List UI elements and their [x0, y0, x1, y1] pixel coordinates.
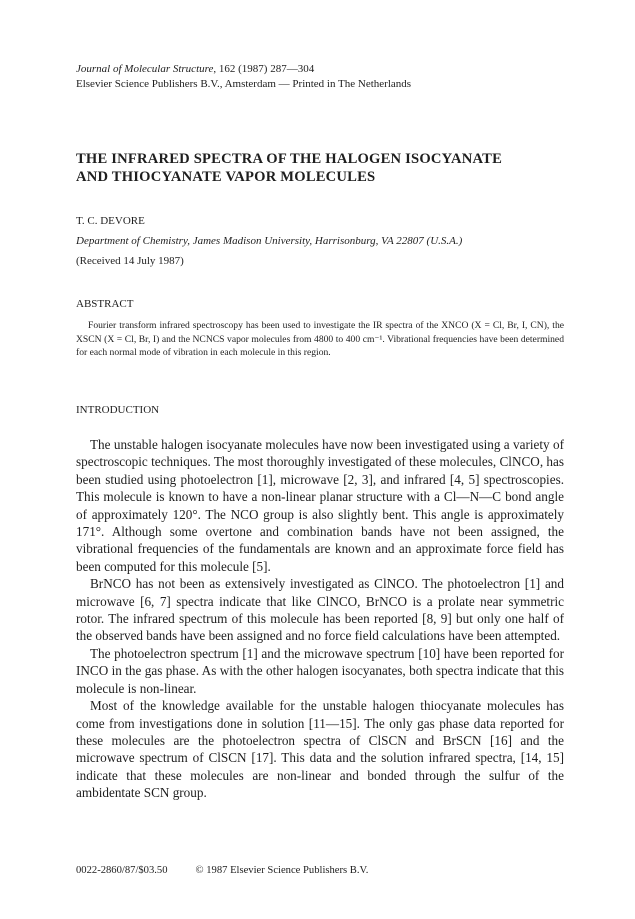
received-date: (Received 14 July 1987) [76, 255, 184, 267]
journal-header [76, 62, 564, 92]
author-affiliation: Department of Chemistry, James Madison University, Harrisonburg, VA 22807 (U.S.A.) [76, 235, 463, 247]
title-line-1: THE INFRARED SPECTRA OF THE HALOGEN ISOCYANATE [76, 151, 503, 167]
author-name: T. C. DEVORE [76, 215, 145, 227]
title-line-2: AND THIOCYANATE VAPOR MOLECULES [76, 169, 376, 185]
author-block [76, 211, 564, 271]
issn-code: 0022-2860/87/$03.50 [76, 865, 168, 876]
paper-title [76, 150, 564, 186]
page-footer [76, 865, 564, 876]
intro-paragraph-3: The photoelectron spectrum [1] and the microwave spectrum [10] have been reported for INCO in the gas phase. As with the other halogen isocyanates, both spectra indicate that this molecule is non-linear. [76, 645, 564, 696]
intro-paragraph-4: Most of the knowledge available for the unstable halogen thiocyanate molecules has come from investigations done in solution [11—15]. The only gas phase data reported for these molecules are the photoelectron spectra of ClSCN and BrSCN [16] and the microwave spectrum of ClSCN [17]. This data and the solution infrared spectra, [14, 15] indicate that these molecules are non-linear and bonded through the sulfur of the ambidentate SCN group. [76, 698, 564, 801]
journal-ref: , 162 (1987) 287—304 [213, 63, 315, 75]
copyright-notice: © 1987 Elsevier Science Publishers B.V. [195, 865, 369, 876]
abstract-body [76, 319, 564, 360]
abstract-heading: ABSTRACT [76, 298, 134, 310]
intro-paragraph-2: BrNCO has not been as extensively investigated as ClNCO. The photoelectron [1] and microwave [6, 7] spectra indicate that like ClNCO, BrNCO is a prolate near symmetric rotor. The infrared spectrum of this molecule has been reported [8, 9] but only one half of the observed bands have been assigned and no force field calculations have been attempted. [76, 576, 564, 644]
abstract-text: Fourier transform infrared spectroscopy has been used to investigate the IR spectra of the XNCO (X = Cl, Br, I, CN), the XSCN (X = Cl, Br, I) and the NCNCS vapor molecules from 4800 to 400 cm⁻¹. Vibrational frequencies have been determined for each normal mode of vibration in each molecule in this region. [76, 320, 564, 359]
introduction-body [76, 436, 564, 802]
publisher-line: Elsevier Science Publishers B.V., Amsterdam — Printed in The Netherlands [76, 78, 412, 90]
journal-citation [76, 62, 564, 77]
introduction-heading: INTRODUCTION [76, 404, 160, 416]
journal-name: Journal of Molecular Structure [76, 63, 214, 75]
intro-paragraph-1: The unstable halogen isocyanate molecules have now been investigated using a variety of spectroscopic techniques. The most thoroughly investigated of these molecules, ClNCO, has been studied using photoelectron [1], microwave [2, 3], and infrared [4, 5] spectroscopies. This molecule is known to have a non-linear planar structure with a Cl—N—C bond angle of approximately 120°. The NCO group is also slightly bent. This angle is approximately 171°. Although some overtone and combination bands have not been assigned, the vibrational frequencies of the fundamentals are known and an approximate force field has been computed for this molecule [5]. [76, 437, 564, 574]
